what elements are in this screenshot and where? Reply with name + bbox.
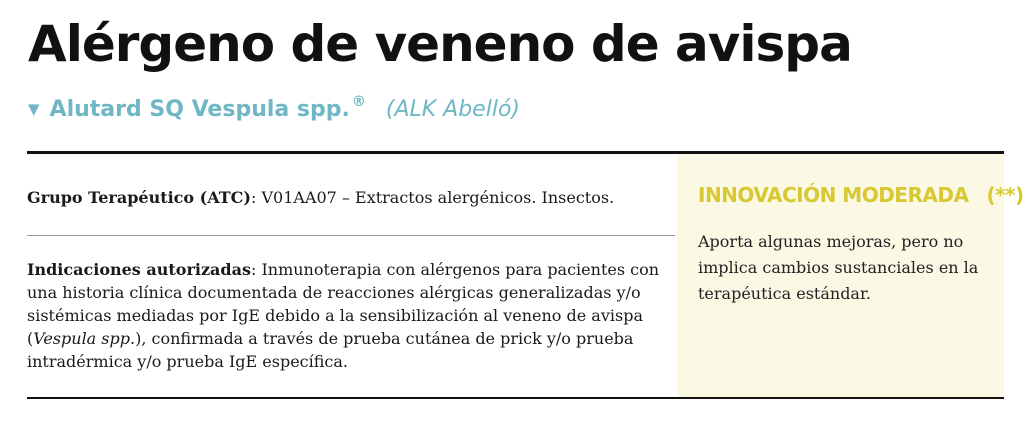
page-title: Alérgeno de veneno de avispa [28,15,852,73]
innovation-level: INNOVACIÓN MODERADA [698,183,969,207]
product-name: Alutard SQ Vespula spp. [49,96,350,122]
triangle-down-icon: ▼ [28,100,40,118]
product-subtitle [28,92,520,126]
indications-text-before: : Inmunoterapia con alérgenos para pacientes con una historia clínica documentada de reacciones alérgicas generalizadas y/o sistémicas mediadas por IgE debido a la sensibilización al veneno de avispa ( [27,260,660,348]
innovation-description: Aporta algunas mejoras, pero no implica cambios sustanciales en la terapéutica estándar. [698,232,979,303]
authorized-indications [27,258,667,373]
registered-mark: ® [351,94,366,110]
laboratory-name: (ALK Abelló) [385,96,520,122]
innovation-stars: (**) [986,183,1024,207]
bottom-divider [27,397,1004,399]
therapeutic-group-value: : V01AA07 – Extractos alergénicos. Insectos. [250,188,615,207]
indications-text-after: ), confirmada a través de prueba cutánea de prick y/o prueba intradérmica y/o prueba IgE específica. [27,329,634,371]
therapeutic-group-label: Grupo Terapéutico (ATC) [27,188,251,207]
therapeutic-group [27,186,667,209]
indications-species: Vespula spp. [33,329,136,348]
innovation-rating [698,183,1024,207]
section-divider [27,235,675,236]
indications-label: Indicaciones autorizadas [27,260,251,279]
